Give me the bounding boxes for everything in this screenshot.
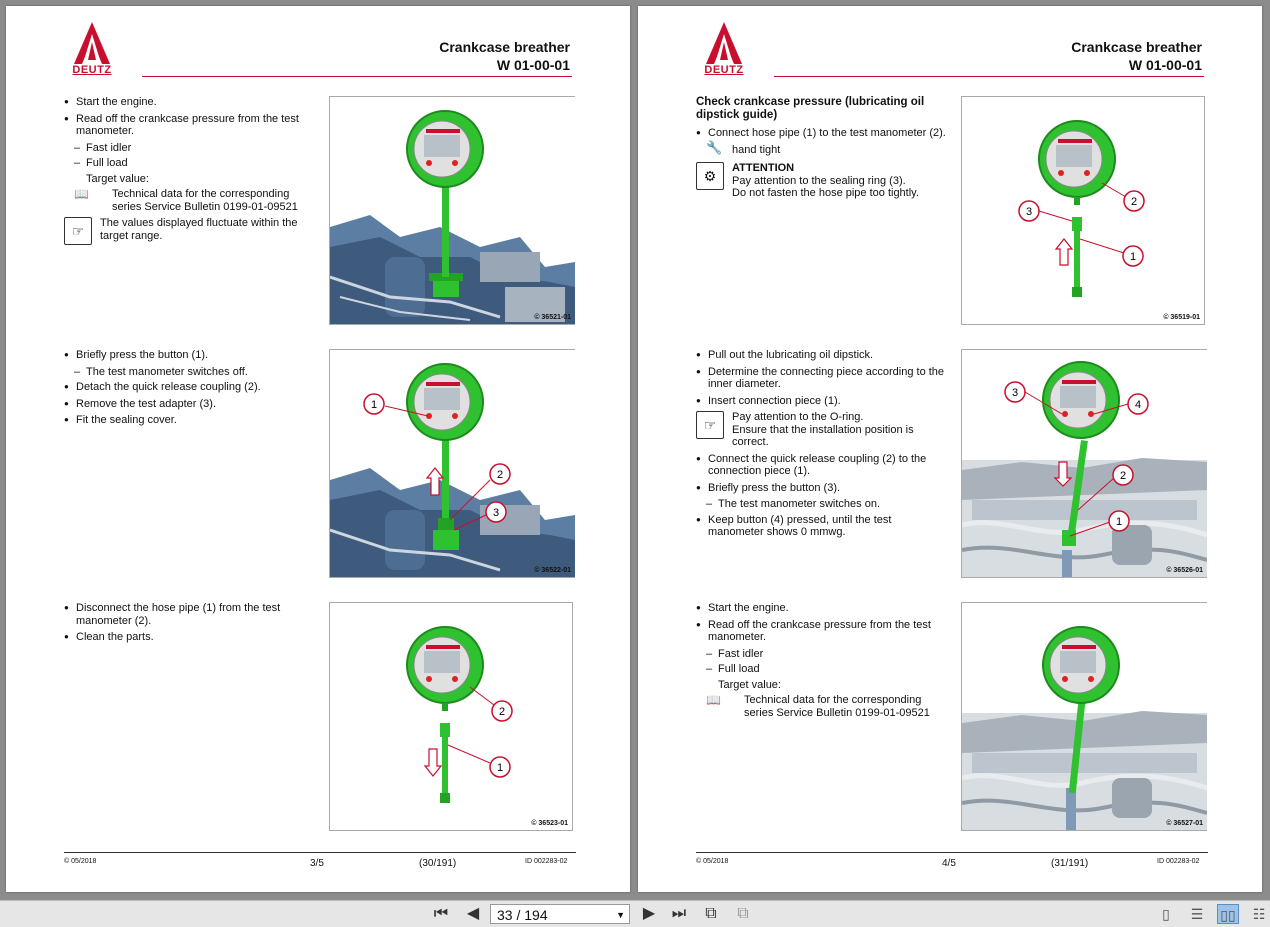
illustration-figure — [961, 602, 1207, 831]
step-section-2 — [64, 349, 576, 579]
list-item: ● Connect hose pipe (1) to the test manometer (2). — [696, 127, 946, 140]
illustration-figure — [329, 349, 575, 578]
illustration-figure — [961, 96, 1205, 325]
footer-page: 4/5 — [942, 858, 956, 869]
figure-id: © 36519-01 — [1163, 314, 1200, 321]
page-code: W 01-00-01 — [1128, 57, 1202, 73]
callout-label: 4 — [1134, 399, 1142, 411]
target-label: Target value: — [86, 172, 149, 185]
sub-item: – Full load — [696, 663, 946, 676]
page-code: W 01-00-01 — [496, 57, 570, 73]
footer-date: © 05/2018 — [696, 858, 729, 865]
wrench-icon: 🔧 — [706, 139, 723, 155]
manometer-dipstick-illustration — [962, 603, 1207, 830]
attention-gear-icon: ⚙ — [696, 162, 724, 190]
viewer-toolbar — [0, 900, 1270, 927]
figure-id: © 36523-01 — [531, 820, 568, 827]
illustration-figure — [329, 96, 575, 325]
document-page-left — [6, 6, 630, 892]
list-item: ● Pull out the lubricating oil dipstick. — [696, 349, 946, 362]
list-item: ● Insert connection piece (1). — [696, 395, 946, 408]
instruction-text — [696, 602, 946, 723]
continuous-view-icon[interactable]: ☰ — [1190, 906, 1204, 922]
page-title: Crankcase breather — [1071, 39, 1202, 55]
hint-note: ☞ Pay attention to the O-ring. Ensure that the installation position is correct. — [696, 411, 946, 449]
list-item: ● Briefly press the button (1). — [64, 349, 314, 362]
list-item: ● Clean the parts. — [64, 631, 314, 644]
callout-label: 3 — [1025, 206, 1033, 218]
callout-label: 3 — [1011, 387, 1019, 399]
step-section-1 — [64, 96, 576, 326]
target-label: Target value: — [718, 678, 781, 691]
footer-divider — [64, 852, 576, 853]
footer-date: © 05/2018 — [64, 858, 97, 865]
list-item: ● Fit the sealing cover. — [64, 414, 314, 427]
logo-text: DEUTZ — [704, 64, 744, 76]
callout-label: 1 — [370, 399, 378, 411]
figure-id: © 36526-01 — [1166, 567, 1203, 574]
attention-note: ⚙ ATTENTION Pay attention to the sealing ring (3). Do not fasten the hose pipe too tightly. — [696, 162, 946, 200]
sub-item: – Fast idler — [696, 648, 946, 661]
footer-divider — [696, 852, 1208, 853]
single-page-view-icon[interactable]: ▯ — [1162, 906, 1170, 922]
list-item: ● Read off the crankcase pressure from the test manometer. — [64, 113, 314, 138]
instruction-text — [696, 96, 946, 204]
step-section-2 — [696, 349, 1208, 579]
callout-label: 2 — [498, 706, 506, 718]
book-icon: 📖 — [74, 187, 89, 201]
step-section-3 — [696, 602, 1208, 832]
hose-connect-illustration — [962, 97, 1204, 324]
footer-page: 3/5 — [310, 858, 324, 869]
deutz-logo — [696, 20, 752, 78]
manometer-on-engine-illustration — [330, 97, 575, 324]
two-page-view-icon[interactable]: ▯▯ — [1217, 904, 1239, 924]
page-header — [1071, 38, 1202, 74]
callout-label: 2 — [496, 469, 504, 481]
book-icon: 📖 — [706, 693, 721, 707]
footer-doc-id: ID 002283-02 — [1157, 858, 1200, 865]
list-item: ● Remove the test adapter (3). — [64, 398, 314, 411]
go-forward-icon[interactable]: ⧉ — [737, 905, 749, 922]
next-page-icon[interactable]: ▶ — [642, 905, 656, 922]
list-item: ● Detach the quick release coupling (2). — [64, 381, 314, 394]
page-title: Crankcase breather — [439, 39, 570, 55]
reference-note: 📖 Technical data for the corresponding series Service Bulletin 0199-01-09521 — [74, 187, 298, 213]
list-item: ● Start the engine. — [696, 602, 946, 615]
sub-item: – Full load — [64, 157, 314, 170]
instruction-text — [696, 349, 946, 543]
manometer-removal-illustration — [330, 350, 575, 577]
page-header — [439, 38, 570, 74]
callout-label: 1 — [1115, 516, 1123, 528]
figure-id: © 36522-01 — [534, 567, 571, 574]
deutz-logo — [64, 20, 120, 78]
sub-item: – The test manometer switches on. — [696, 498, 946, 511]
callout-label: 2 — [1130, 196, 1138, 208]
step-section-1 — [696, 96, 1208, 326]
list-item: ● Keep button (4) pressed, until the test manometer shows 0 mmwg. — [696, 514, 946, 539]
list-item: ● Read off the crankcase pressure from the test manometer. — [696, 619, 946, 644]
step-section-3 — [64, 602, 576, 832]
last-page-icon[interactable]: ⏭ — [671, 905, 687, 922]
sub-item: – Fast idler — [64, 142, 314, 155]
footer-total: (31/191) — [1051, 858, 1089, 869]
sub-item: – The test manometer switches off. — [64, 366, 314, 379]
instruction-text — [64, 602, 314, 648]
header-divider — [774, 76, 1204, 77]
reference-note: 📖 Technical data for the corresponding series Service Bulletin 0199-01-09521 — [706, 693, 930, 719]
list-item: ● Determine the connecting piece according to the inner diameter. — [696, 366, 946, 391]
list-item: ● Briefly press the button (3). — [696, 482, 946, 495]
page-number-input[interactable]: 33 / 194 ▼ — [490, 904, 630, 924]
hint-note: ☞ The values displayed fluctuate within the target range. — [64, 217, 314, 245]
figure-id: © 36521-01 — [534, 314, 571, 321]
callout-label: 1 — [496, 762, 504, 774]
document-page-right — [638, 6, 1262, 892]
list-item: ● Disconnect the hose pipe (1) from the test manometer (2). — [64, 602, 314, 627]
pointing-hand-icon: ☞ — [64, 217, 92, 245]
footer-total: (30/191) — [419, 858, 457, 869]
figure-id: © 36527-01 — [1166, 820, 1203, 827]
instruction-text — [64, 349, 314, 431]
list-item: ● Start the engine. — [64, 96, 314, 109]
chevron-down-icon[interactable]: ▼ — [616, 910, 625, 920]
dipstick-connection-illustration — [962, 350, 1207, 577]
illustration-figure — [329, 602, 573, 831]
hose-disconnect-illustration — [330, 603, 572, 830]
header-divider — [142, 76, 572, 77]
go-back-icon[interactable]: ⧉ — [705, 905, 717, 922]
two-page-continuous-view-icon[interactable]: ☷ — [1252, 906, 1266, 922]
instruction-text — [64, 96, 314, 249]
footer-doc-id: ID 002283-02 — [525, 858, 568, 865]
section-heading: Check crankcase pressure (lubricating oil dipstick guide) — [696, 96, 925, 121]
callout-label: 1 — [1129, 251, 1137, 263]
prev-page-icon[interactable]: ◀ — [466, 905, 480, 922]
torque-note: 🔧 hand tight — [706, 139, 781, 156]
first-page-icon[interactable]: ⏮ — [433, 905, 449, 922]
callout-label: 3 — [492, 507, 500, 519]
logo-text: DEUTZ — [72, 64, 112, 76]
pointing-hand-icon: ☞ — [696, 411, 724, 439]
illustration-figure — [961, 349, 1207, 578]
callout-label: 2 — [1119, 470, 1127, 482]
list-item: ● Connect the quick release coupling (2) to the connection piece (1). — [696, 453, 946, 478]
